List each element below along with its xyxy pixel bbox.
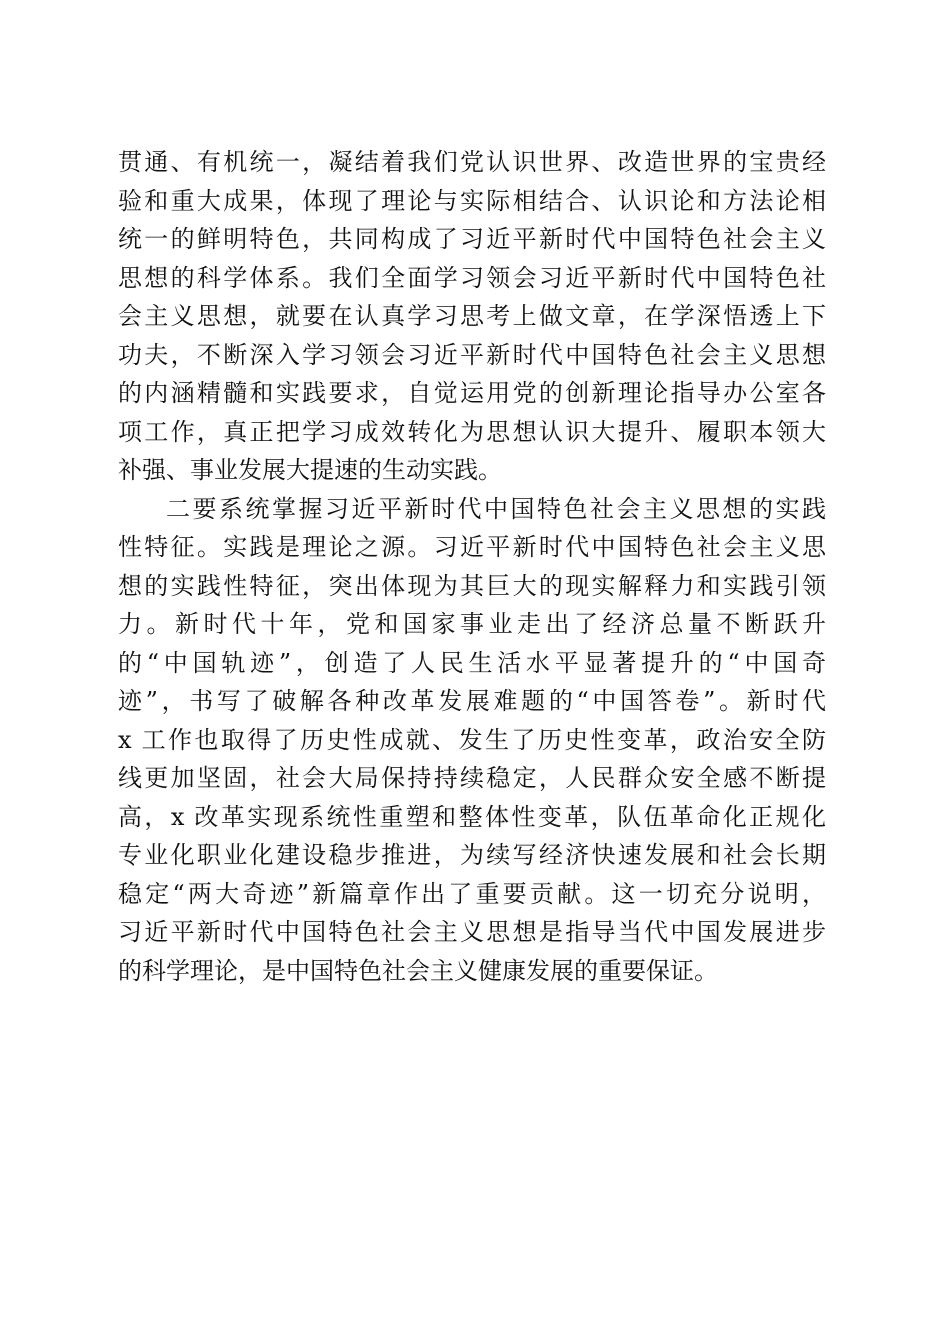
paragraph-2-line-6: 迹”，书写了破解各种改革发展难题的“中国答卷”。新时代 <box>118 687 826 715</box>
paragraph-1-line-1: 贯通、有机统一，凝结着我们党认识世界、改造世界的宝贵经 <box>118 148 826 176</box>
paragraph-2-line-2: 性特征。实践是理论之源。习近平新时代中国特色社会主义思 <box>118 533 826 561</box>
paragraph-1-line-8: 项工作，真正把学习成效转化为思想认识大提升、履职本领大 <box>118 417 826 446</box>
paragraph-2-line-4: 力。新时代十年，党和国家事业走出了经济总量不断跃升 <box>118 610 826 638</box>
paragraph-2-line-11: 稳定“两大奇迹”新篇章作出了重要贡献。这一切充分说明， <box>118 879 826 908</box>
paragraph-1-line-3: 统一的鲜明特色，共同构成了习近平新时代中国特色社会主义 <box>118 225 826 253</box>
paragraph-1-line-2: 验和重大成果，体现了理论与实际相结合、认识论和方法论相 <box>118 186 826 215</box>
paragraph-1-line-6: 功夫，不断深入学习领会习近平新时代中国特色社会主义思想 <box>118 340 826 369</box>
paragraph-2-line-5: 的“中国轨迹”，创造了人民生活水平显著提升的“中国奇 <box>118 648 826 677</box>
paragraph-2-line-13: 的科学理论，是中国特色社会主义健康发展的重要保证。 <box>118 956 718 985</box>
paragraph-2-line-3: 想的实践性特征，突出体现为其巨大的现实解释力和实践引领 <box>118 571 826 600</box>
document-body <box>118 143 826 990</box>
paragraph-2-line-12: 习近平新时代中国特色社会主义思想是指导当代中国发展进步 <box>118 918 826 946</box>
paragraph-2-line-7: x 工作也取得了历史性成就、发生了历史性变革，政治安全防 <box>118 725 826 754</box>
paragraph-1-line-9: 补强、事业发展大提速的生动实践。 <box>118 456 502 484</box>
paragraph-2-line-10: 专业化职业化建设稳步推进，为续写经济快速发展和社会长期 <box>118 841 826 869</box>
paragraph-1-line-7: 的内涵精髓和实践要求，自觉运用党的创新理论指导办公室各 <box>118 379 826 407</box>
paragraph-1-line-5: 会主义思想，就要在认真学习思考上做文章，在学深悟透上下 <box>118 302 826 330</box>
paragraph-2-line-8: 线更加坚固，社会大局保持持续稳定，人民群众安全感不断提 <box>118 764 826 792</box>
paragraph-1-line-4: 思想的科学体系。我们全面学习领会习近平新时代中国特色社 <box>118 263 826 292</box>
paragraph-2-line-9: 高，x 改革实现系统性重塑和整体性变革，队伍革命化正规化 <box>118 802 826 831</box>
paragraph-2-line-1: 二要系统掌握习近平新时代中国特色社会主义思想的实践 <box>166 494 826 523</box>
